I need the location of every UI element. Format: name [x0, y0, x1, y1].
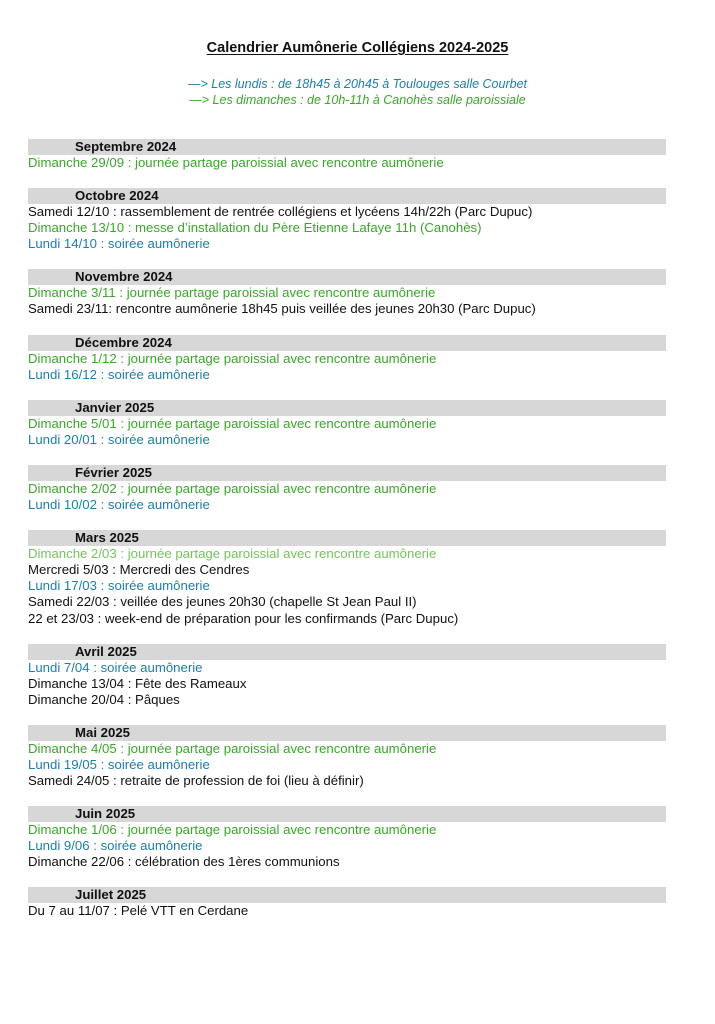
month-section [28, 400, 666, 448]
month-section [28, 887, 666, 919]
month-section [28, 530, 666, 626]
event-line: Dimanche 2/03 : journée partage paroissial avec rencontre aumônerie [28, 546, 437, 562]
event-line: Lundi 20/01 : soirée aumônerie [28, 431, 210, 447]
month-section [28, 806, 666, 870]
month-heading: Juin 2025 [28, 806, 666, 822]
month-heading: Avril 2025 [28, 644, 666, 660]
event-line: Samedi 23/11: rencontre aumônerie 18h45 puis veillée des jeunes 20h30 (Parc Dupuc) [28, 301, 536, 317]
month-heading: Mars 2025 [28, 530, 666, 546]
event-line: Lundi 10/02 : soirée aumônerie [28, 497, 210, 513]
event-line: Dimanche 5/01 : journée partage paroissial avec rencontre aumônerie [28, 415, 437, 431]
month-list [28, 139, 666, 937]
event-line: Mercredi 5/03 : Mercredi des Cendres [28, 562, 250, 578]
event-line: Dimanche 29/09 : journée partage paroissial avec rencontre aumônerie [28, 155, 444, 170]
month-heading: Mai 2025 [28, 725, 666, 741]
month-heading: Septembre 2024 [28, 139, 666, 155]
event-line: Dimanche 20/04 : Pâques [28, 691, 180, 707]
event-line: Samedi 22/03 : veillée des jeunes 20h30 (chapelle St Jean Paul II) [28, 594, 417, 610]
month-section [28, 725, 666, 789]
event-line: Samedi 12/10 : rassemblement de rentrée collégiens et lycéens 14h/22h (Parc Dupuc) [28, 204, 533, 220]
event-line: Dimanche 2/02 : journée partage paroissial avec rencontre aumônerie [28, 480, 437, 496]
event-line: Lundi 19/05 : soirée aumônerie [28, 756, 210, 772]
event-line: Du 7 au 11/07 : Pelé VTT en Cerdane [28, 903, 249, 919]
month-section [28, 139, 666, 171]
month-section [28, 335, 666, 383]
event-line: Lundi 16/12 : soirée aumônerie [28, 366, 210, 382]
month-section [28, 465, 666, 513]
event-line: Dimanche 3/11 : journée partage paroissial avec rencontre aumônerie [28, 285, 436, 301]
event-line: Dimanche 4/05 : journée partage paroissial avec rencontre aumônerie [28, 740, 437, 756]
event-line: Dimanche 13/10 : messe d’installation du Père Etienne Lafaye 11h (Canohès) [28, 220, 482, 236]
document-title: Calendrier Aumônerie Collégiens 2024-2025 [206, 40, 509, 56]
event-line: Lundi 9/06 : soirée aumônerie [28, 838, 203, 854]
event-line: Lundi 7/04 : soirée aumônerie [28, 659, 203, 675]
month-section [28, 188, 666, 252]
intro-line-sundays: —> Les dimanches : de 10h-11h à Canohès salle paroissiale [189, 93, 526, 107]
event-line: Dimanche 1/06 : journée partage paroissial avec rencontre aumônerie [28, 822, 437, 838]
month-section [28, 644, 666, 708]
month-heading: Février 2025 [28, 465, 666, 481]
event-line: Lundi 14/10 : soirée aumônerie [28, 236, 210, 252]
event-line: Dimanche 1/12 : journée partage paroissial avec rencontre aumônerie [28, 350, 437, 366]
month-heading: Juillet 2025 [28, 887, 666, 903]
event-line: Samedi 24/05 : retraite de profession de foi (lieu à définir) [28, 773, 364, 789]
intro-line-mondays: —> Les lundis : de 18h45 à 20h45 à Toulouges salle Courbet [187, 77, 528, 91]
month-heading: Octobre 2024 [28, 188, 666, 204]
month-section [28, 269, 666, 317]
month-heading: Janvier 2025 [28, 400, 666, 416]
month-heading: Novembre 2024 [28, 269, 666, 285]
event-line: Dimanche 22/06 : célébration des 1ères communions [28, 854, 340, 870]
event-line: 22 et 23/03 : week-end de préparation pour les confirmands (Parc Dupuc) [28, 610, 459, 626]
event-line: Dimanche 13/04 : Fête des Rameaux [28, 675, 247, 691]
intro-block [0, 76, 715, 108]
month-heading: Décembre 2024 [28, 335, 666, 351]
event-line: Lundi 17/03 : soirée aumônerie [28, 578, 210, 594]
